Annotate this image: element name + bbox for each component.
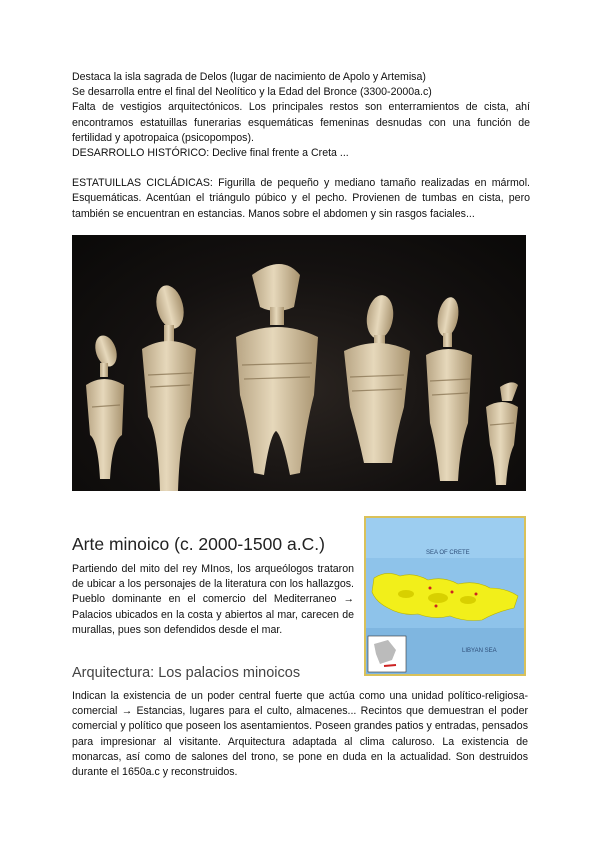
figurine-3 [236,264,318,475]
intro-line-vestiges: Falta de vestigios arquitectónicos. Los principales restos son enterramientos de cista, ahí encontramos estatuillas funerarias esquemáticas femeninas desnudas con una función de fertilidad y apotropaica (psicopompos). [72,101,530,144]
minoic-art-heading: Arte minoico (c. 2000-1500 a.C.) [72,534,325,554]
architecture-paragraph: Indican la existencia de un poder central fuerte que actúa como una unidad político-religiosa-comercial → Estancias, lugares para el culto, almacenes... Recintos que demuestran el poder comercial y político que poseen los asentamientos. Poseen grandes patios y entradas, pensados para impresionar al visitante. Arquitectura adaptada al clima caluroso. La existencia de monarcas, así como de salones del trono, se pone en duda en la actualidad. Son destruidos durante el 1650a.c y reconstruidos. [72,690,528,779]
intro-line-delos: Destaca la isla sagrada de Delos (lugar de nacimiento de Apolo y Artemisa) [72,71,426,83]
locator-crete [384,665,396,666]
paragraph-gap [72,161,530,176]
crete-map [364,516,526,676]
intro-line-historical: DESARROLLO HISTÓRICO: Declive final frente a Creta ... [72,147,349,160]
figurines-illustration [72,235,526,491]
intro-section [72,70,530,222]
crete-map-illustration [366,518,524,674]
figurine-6 [486,382,518,485]
architecture-heading: Arquitectura: Los palacios minoicos [72,665,301,681]
cycladic-figurines-photo [72,235,526,491]
map-label-sea-north: SEA OF CRETE [426,550,470,556]
minoic-art-paragraph: Partiendo del mito del rey MInos, los arqueólogos trataron de ubicar a los personajes de la literatura con los hallazgos. Pueblo dominante en el comercio del Mediterraneo → Palacios ubicados en la costa y abiertos al mar, carecen de murallas, pues son defendidos desde el mar. [72,563,354,636]
figurine-5 [426,296,472,481]
figurine-4 [344,293,410,463]
cycladic-figurines-paragraph: ESTATUILLAS CICLÁDICAS: Figurilla de pequeño y mediano tamaño realizadas en mármol. Esquemáticas. Acentúan el triángulo púbico y el pecho. Provienen de tumbas en cista, pero también se encuentran en estancias. Manos sobre el abdomen y sin rasgos faciales... [72,177,530,220]
intro-line-chronology: Se desarrolla entre el final del Neolítico y la Edad del Bronce (3300-2000a.c) [72,86,432,99]
map-label-sea-south: LIBYAN SEA [462,648,497,654]
